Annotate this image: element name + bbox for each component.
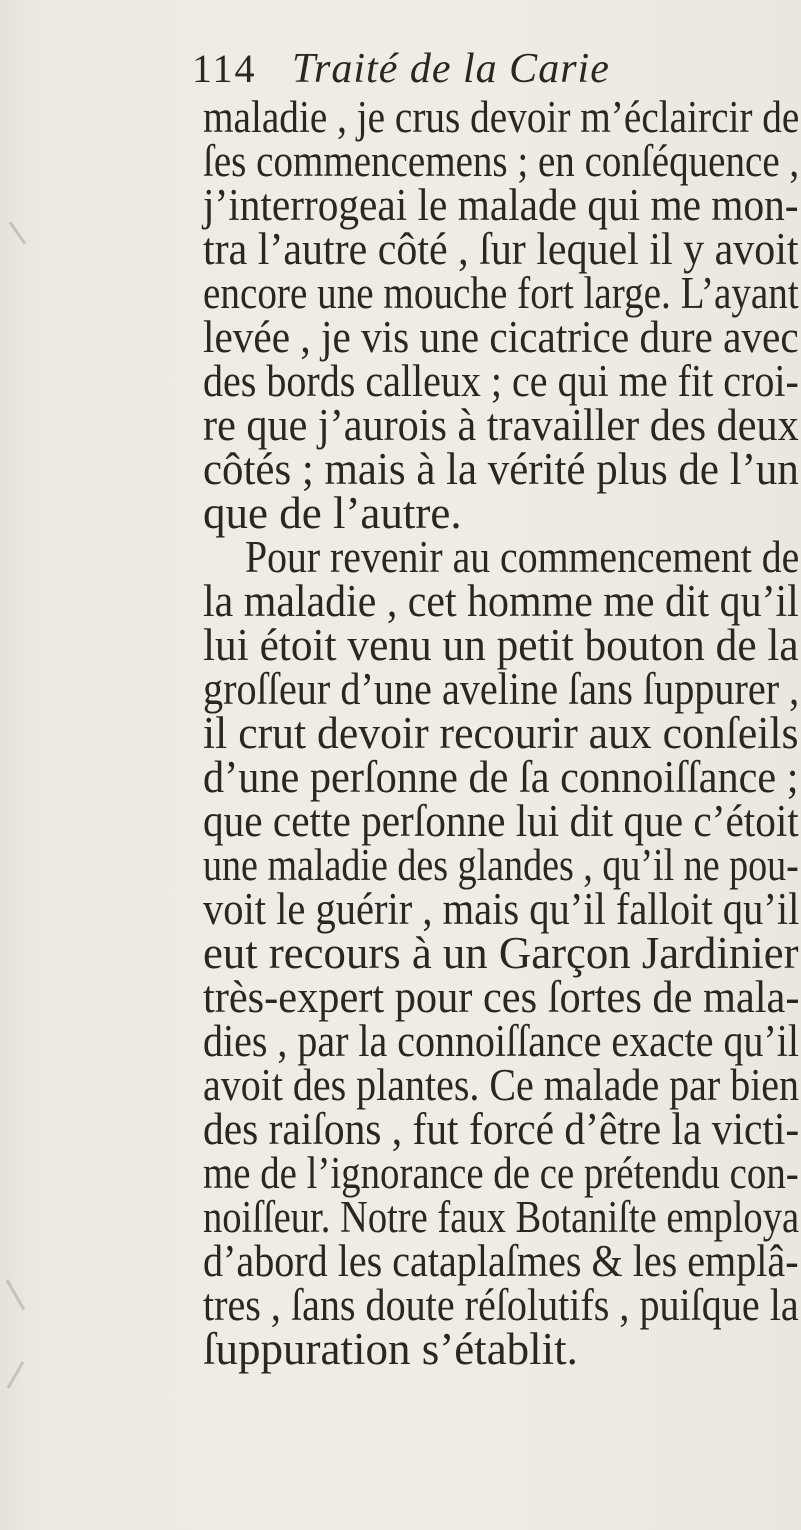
text-line: dies , par la connoiſſance exacte qu’il [203,1016,799,1066]
page-header [192,44,752,94]
text-line: groſſeur d’une aveline ſans ſuppurer , [203,664,800,714]
text-line: que cette perſonne lui dit que c’étoit [203,796,799,846]
text-line: avoit des plantes. Ce malade par bien [203,1060,800,1110]
text-line: côtés ; mais à la vérité plus de l’un [203,444,799,494]
text-line: j’interrogeai le malade qui me mon- [203,180,799,230]
text-line: noiſſeur. Notre faux Botaniſte employa [203,1192,800,1242]
text-line: lui étoit venu un petit bouton de la [203,620,799,670]
text-line: des raiſons , fut forcé d’être la victi- [203,1104,800,1154]
text-line: il crut devoir recourir aux conſeils [203,708,799,758]
text-line: re que j’aurois à travailler des deux [203,400,799,450]
text-line: voit le guérir , mais qu’il falloit qu’il [203,884,800,934]
text-line: me de l’ignorance de ce prétendu con- [203,1148,799,1198]
margin-mark [7,1361,25,1388]
text-line: la maladie , cet homme me dit qu’il [203,576,799,626]
running-title: Traité de la Carie [292,46,610,92]
paragraph-start-line: Pour revenir au commencement de [245,532,800,582]
text-line: tres , ſans doute réſolutifs , puiſque la [203,1280,799,1330]
text-line: d’abord les cataplaſmes & les emplâ- [203,1236,799,1286]
text-line: des bords calleux ; ce qui me fit croi- [203,356,799,406]
text-line: une maladie des glandes , qu’il ne pou- [203,840,799,890]
text-line: très-expert pour ces ſortes de mala- [203,972,800,1022]
text-line: d’une perſonne de ſa connoiſſance ; [203,752,799,802]
text-line: ſes commencemens ; en conſéquence , [203,136,800,186]
margin-mark [9,221,26,244]
text-line: eut recours à un Garçon Jardinier [203,928,799,978]
text-line: levée , je vis une cicatrice dure avec [203,312,799,362]
text-line: tra l’autre côté , ſur lequel il y avoit [203,224,799,274]
page-number: 114 [192,46,257,91]
text-line: que de l’autre. [203,488,462,538]
margin-mark [6,1280,26,1311]
text-line: maladie , je crus devoir m’éclaircir de [203,92,800,142]
text-line: ſuppuration s’établit. [203,1324,578,1374]
text-line: encore une mouche fort large. L’ayant [203,268,799,318]
